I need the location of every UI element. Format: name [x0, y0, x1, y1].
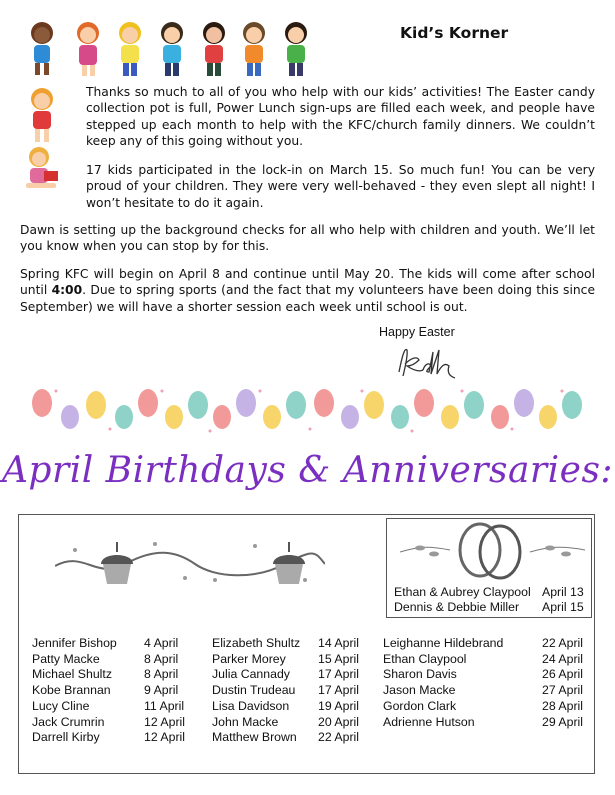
birthday-date: 17 April — [318, 667, 360, 682]
birthday-date: 8 April — [144, 667, 179, 682]
signature-text: Kelly — [395, 342, 398, 343]
birthday-date: 22 April — [542, 636, 584, 650]
wedding-rings-decoration — [400, 520, 585, 582]
birthday-date: 24 April — [542, 651, 584, 666]
signoff-greeting: Happy Easter — [379, 325, 455, 339]
birthday-name: Adrienne Hutson — [383, 714, 475, 729]
birthday-name: Ethan Claypool — [383, 651, 467, 666]
birthday-name: Julia Cannady — [212, 667, 290, 682]
anniversary-name: Dennis & Debbie Miller — [394, 600, 520, 614]
page-title: Kid’s Korner — [400, 24, 509, 42]
birthday-name: Jack Crumrin — [32, 714, 105, 729]
birthday-date: 17 April — [318, 683, 360, 698]
birthday-name: Jason Macke — [383, 683, 456, 698]
birthday-name: Elizabeth Shultz — [212, 636, 301, 650]
birthday-date: 12 April — [144, 730, 186, 745]
birthday-date: 20 April — [318, 714, 360, 729]
birthday-name: Parker Morey — [212, 651, 286, 666]
birthday-name: Sharon Davis — [383, 667, 457, 682]
reading-girl-illustration — [22, 145, 64, 191]
birthday-date: 22 April — [318, 730, 360, 745]
birthday-date: 11 April — [144, 698, 185, 713]
spring-kfc-text-a: Spring KFC will begin on April 8 and continue until May 20. The kids will come after school until — [20, 267, 595, 298]
birthday-name: Lucy Cline — [32, 698, 90, 713]
anniversary-date: April 13 — [542, 585, 584, 599]
birthday-name: Darrell Kirby — [32, 730, 100, 745]
birthday-date: 12 April — [144, 714, 186, 729]
paragraph-background-checks: Dawn is setting up the background checks for all who help with children and youth. We’ll let you know when you can stop by for this. — [20, 223, 595, 254]
anniversary-date: April 15 — [542, 600, 584, 614]
birthday-name: Kobe Brannan — [32, 683, 111, 698]
birthday-name: John Macke — [212, 714, 279, 729]
spring-kfc-text-b: . Due to spring sports (and the fact that my volunteers have been doing this since September) we will have a shorter session each week until school is out. — [20, 283, 596, 314]
signature — [395, 342, 465, 382]
easter-eggs-decoration — [22, 383, 594, 439]
cupcakes-decoration — [55, 530, 325, 590]
birthday-date: 29 April — [542, 714, 584, 729]
birthdays-banner-title: April Birthdays & Anniversaries: — [1, 450, 614, 491]
kids-illustration — [22, 15, 320, 81]
birthday-name: Michael Shultz — [32, 667, 112, 682]
birthday-name: Gordon Clark — [383, 698, 457, 713]
birthday-date: 8 April — [144, 651, 179, 666]
paragraph-spring-kfc — [20, 266, 595, 315]
birthday-date: 15 April — [318, 651, 360, 666]
birthday-date: 14 April — [318, 636, 360, 650]
girl-illustration — [24, 86, 60, 144]
birthday-name: Leighanne Hildebrand — [383, 636, 504, 650]
paragraph-thanks: Thanks so much to all of you who help with our kids’ activities! The Easter candy collection pot is full, Power Lunch sign-ups are filled each week, and people have stepped up each month to help with the KFC/church family dinners. We couldn’t keep any of this going without you. — [86, 85, 595, 148]
birthday-name: Jennifer Bishop — [32, 636, 117, 650]
birthday-date: 27 April — [542, 683, 584, 698]
birthday-date: 9 April — [144, 683, 179, 698]
birthday-date: 28 April — [542, 698, 584, 713]
birthday-date: 19 April — [318, 698, 360, 713]
cupcake-icon — [101, 542, 133, 584]
anniversary-name: Ethan & Aubrey Claypool — [394, 585, 531, 599]
birthday-date: 26 April — [542, 667, 584, 682]
birthday-name: Dustin Trudeau — [212, 683, 296, 698]
birthday-date: 4 April — [144, 636, 179, 650]
birthday-name: Lisa Davidson — [212, 698, 290, 713]
spring-kfc-time: 4:00 — [51, 283, 83, 298]
paragraph-lock-in: 17 kids participated in the lock-in on March 15. So much fun! You can be very proud of your children. They were very well-behaved - they even slept all night! I won’t hesitate to do it again. — [86, 163, 595, 210]
birthday-name: Patty Macke — [32, 651, 100, 666]
birthday-name: Matthew Brown — [212, 730, 297, 745]
